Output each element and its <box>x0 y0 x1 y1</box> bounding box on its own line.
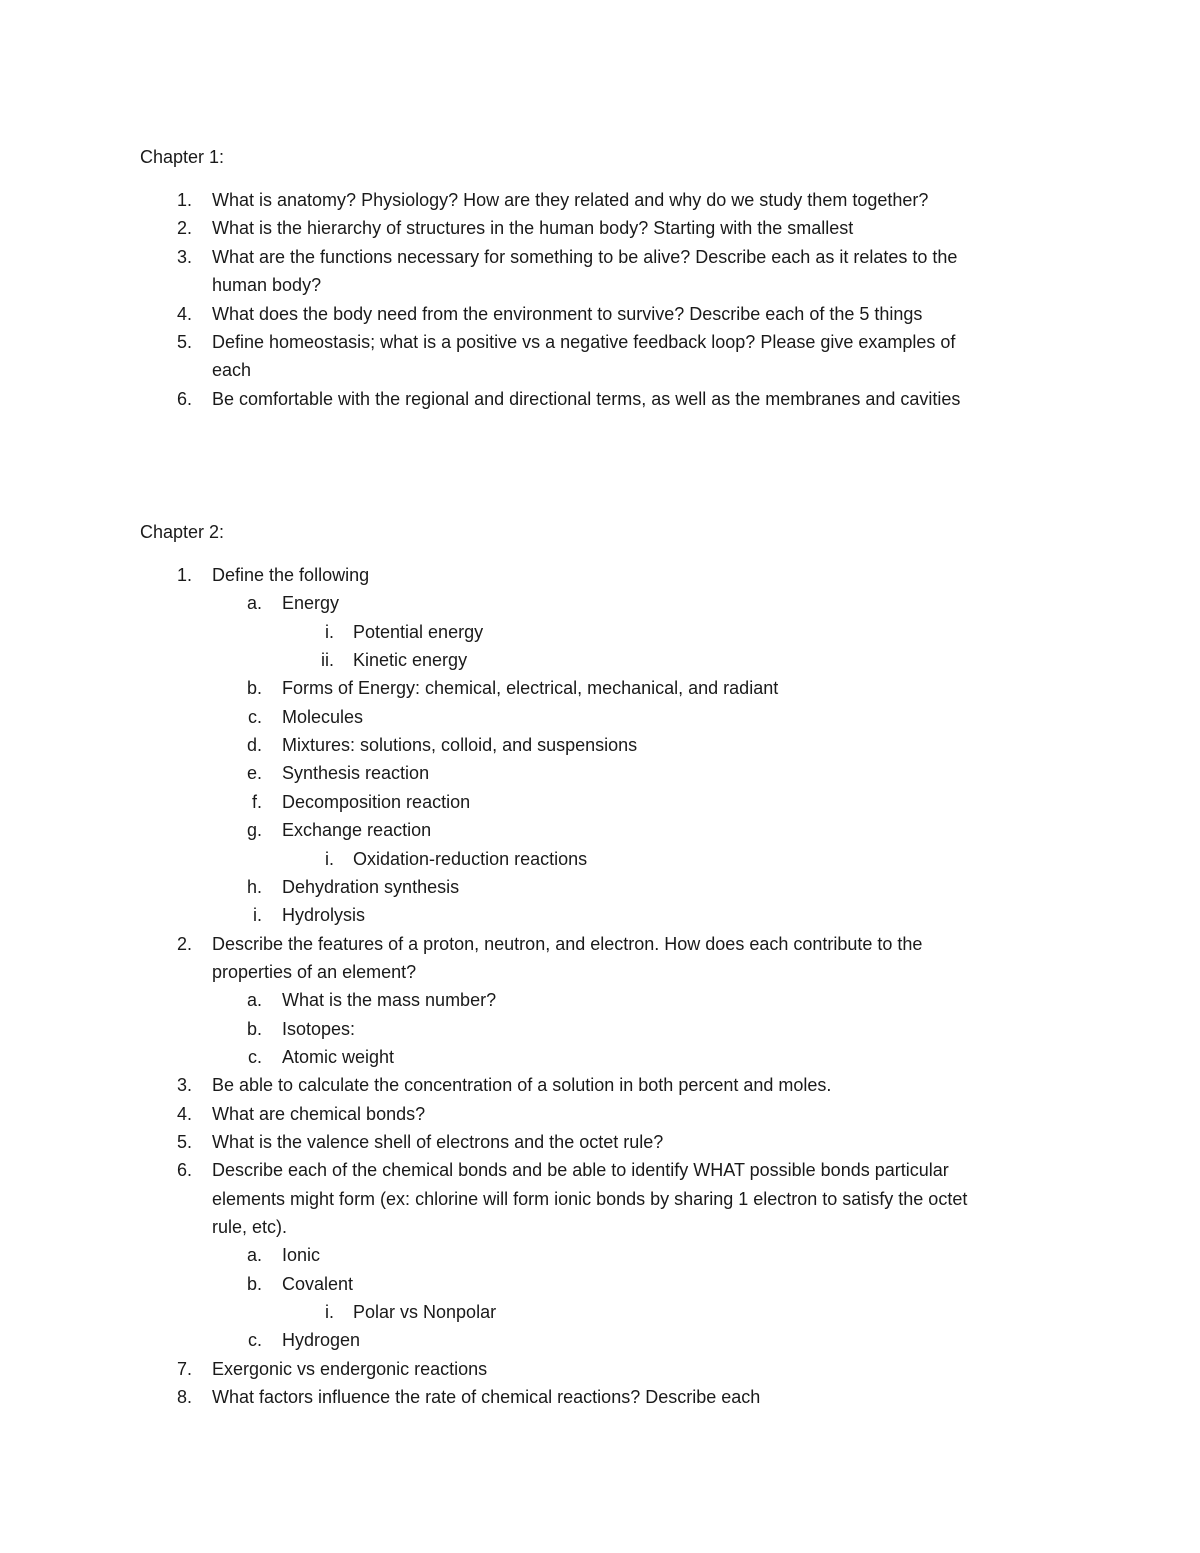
ch2-line-text: Molecules <box>282 707 364 727</box>
ch1-item-3-text: What are the functions necessary for something to be alive? Describe each as it relates to the <box>212 247 958 267</box>
ch2-line-text: Describe each of the chemical bonds and be able to identify WHAT possible bonds particular <box>212 1160 949 1180</box>
ch2-line-marker: i. <box>325 849 334 869</box>
ch2-line-text: Polar vs Nonpolar <box>353 1302 497 1322</box>
chapter-1-heading: Chapter 1: <box>140 147 225 167</box>
ch2-line-text: Decomposition reaction <box>282 792 471 812</box>
ch2-line-text: Dehydration synthesis <box>282 877 460 897</box>
ch2-line-text: Covalent <box>282 1274 354 1294</box>
ch2-line-text: What factors influence the rate of chemical reactions? Describe each <box>212 1387 761 1407</box>
ch1-item-6-text: Be comfortable with the regional and directional terms, as well as the membranes and cavities <box>212 389 961 409</box>
chapter-2-heading: Chapter 2: <box>140 522 225 542</box>
ch1-item-3-continuation: human body? <box>212 275 322 295</box>
ch2-line-text: Oxidation-reduction reactions <box>353 849 588 869</box>
ch1-item-5-text: Define homeostasis; what is a positive vs a negative feedback loop? Please give examples of <box>212 332 956 352</box>
ch2-line-marker: i. <box>253 905 262 925</box>
ch2-line-text: Be able to calculate the concentration of a solution in both percent and moles. <box>212 1075 832 1095</box>
ch2-line-marker: e. <box>246 763 262 783</box>
ch2-line-text: Hydrolysis <box>282 905 366 925</box>
ch2-line-marker: 7. <box>176 1359 192 1379</box>
ch2-line-text: Mixtures: solutions, colloid, and suspensions <box>282 735 638 755</box>
ch2-line-text: Potential energy <box>353 622 484 642</box>
ch2-line-text: Exergonic vs endergonic reactions <box>212 1359 488 1379</box>
ch2-line-marker: b. <box>246 1274 262 1294</box>
ch2-line-text: properties of an element? <box>212 962 417 982</box>
ch2-line-marker: i. <box>325 1302 334 1322</box>
ch2-line-marker: 1. <box>176 565 192 585</box>
ch1-item-3-number: 3. <box>176 247 192 267</box>
ch2-line-text: rule, etc). <box>212 1217 288 1237</box>
ch2-line-text: Hydrogen <box>282 1330 361 1350</box>
ch2-line-marker: i. <box>325 622 334 642</box>
ch2-line-marker: 2. <box>176 934 192 954</box>
ch1-item-6-number: 6. <box>176 389 192 409</box>
ch1-item-1-number: 1. <box>176 190 192 210</box>
ch1-item-4-text: What does the body need from the environment to survive? Describe each of the 5 things <box>212 304 923 324</box>
ch2-line-text: What are chemical bonds? <box>212 1104 426 1124</box>
ch2-line-marker: a. <box>246 990 262 1010</box>
ch2-line-marker: b. <box>246 1019 262 1039</box>
ch2-line-marker: a. <box>246 593 262 613</box>
ch1-item-5-continuation: each <box>212 360 252 380</box>
ch2-line-text: Exchange reaction <box>282 820 432 840</box>
ch2-line-marker: 6. <box>176 1160 192 1180</box>
ch2-line-marker: 3. <box>176 1075 192 1095</box>
ch1-item-2-number: 2. <box>176 218 192 238</box>
ch2-line-marker: 8. <box>176 1387 192 1407</box>
ch2-line-marker: g. <box>246 820 262 840</box>
ch2-line-marker: 5. <box>176 1132 192 1152</box>
ch2-line-text: Synthesis reaction <box>282 763 430 783</box>
ch2-line-text: Ionic <box>282 1245 321 1265</box>
ch1-item-4-number: 4. <box>176 304 192 324</box>
ch2-line-marker: 4. <box>176 1104 192 1124</box>
ch1-item-5-number: 5. <box>176 332 192 352</box>
ch2-line-text: Define the following <box>212 565 370 585</box>
ch1-item-1-text: What is anatomy? Physiology? How are they related and why do we study them together? <box>212 190 929 210</box>
ch2-line-marker: f. <box>251 792 262 812</box>
ch2-line-text: Energy <box>282 593 340 613</box>
ch2-line-marker: b. <box>246 678 262 698</box>
ch2-line-marker: ii. <box>321 650 334 670</box>
ch2-line-text: Isotopes: <box>282 1019 356 1039</box>
ch2-line-text: Forms of Energy: chemical, electrical, mechanical, and radiant <box>282 678 779 698</box>
ch2-line-text: Kinetic energy <box>353 650 468 670</box>
ch2-line-marker: a. <box>246 1245 262 1265</box>
ch2-line-marker: c. <box>247 1047 262 1067</box>
ch2-line-text: What is the mass number? <box>282 990 497 1010</box>
ch2-line-marker: c. <box>247 707 262 727</box>
ch2-line-text: elements might form (ex: chlorine will form ionic bonds by sharing 1 electron to satisfy the octet <box>212 1189 968 1209</box>
ch1-item-2-text: What is the hierarchy of structures in the human body? Starting with the smallest <box>212 218 854 238</box>
ch2-line-text: Atomic weight <box>282 1047 395 1067</box>
ch2-line-text: What is the valence shell of electrons and the octet rule? <box>212 1132 664 1152</box>
ch2-line-marker: h. <box>246 877 262 897</box>
ch2-line-marker: d. <box>246 735 262 755</box>
ch2-line-marker: c. <box>247 1330 262 1350</box>
ch2-line-text: Describe the features of a proton, neutron, and electron. How does each contribute to the <box>212 934 923 954</box>
